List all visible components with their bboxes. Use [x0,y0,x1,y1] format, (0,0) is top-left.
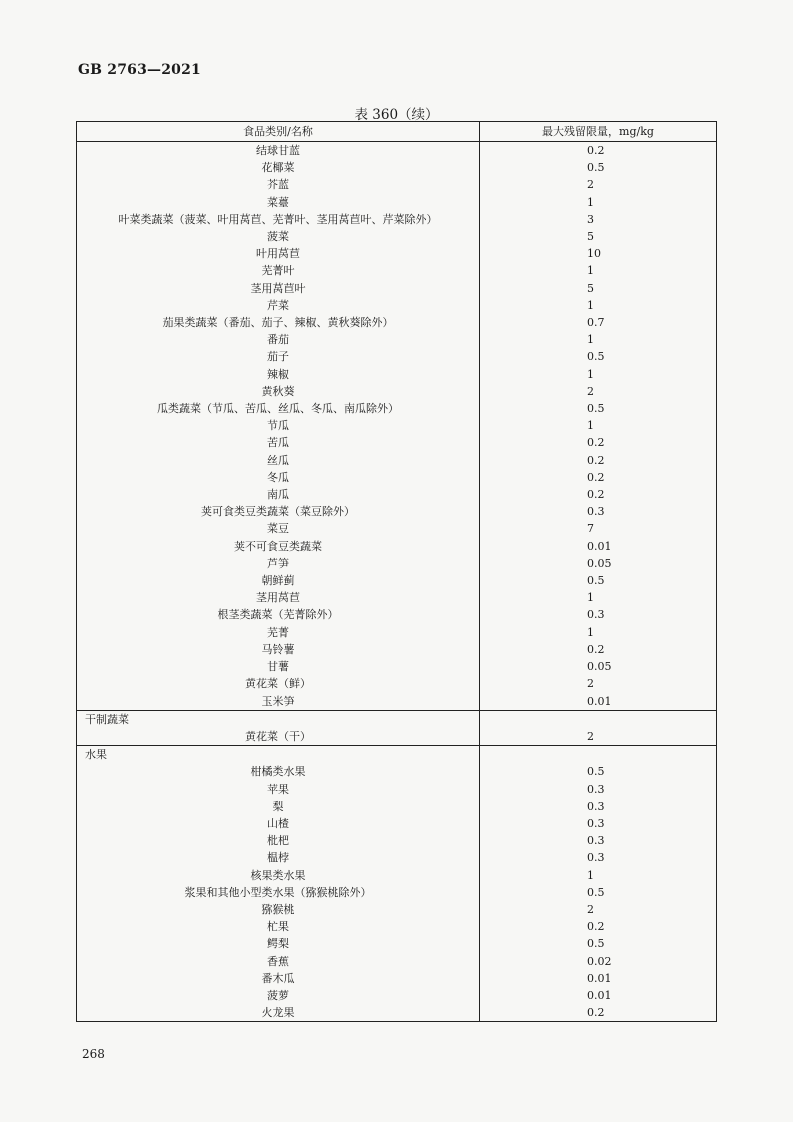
mrl-value-cell: 7 [587,522,594,536]
mrl-value-cell: 1 [587,868,594,882]
mrl-value-cell: 0.2 [587,453,605,467]
table-header-row [77,122,717,142]
page-number: 268 [82,1047,105,1061]
food-name-cell: 苦瓜 [77,434,480,451]
table-row [77,675,717,692]
mrl-value-cell: 0.2 [587,488,605,502]
food-name-cell: 榅桲 [77,849,480,866]
mrl-value-cell: 1 [587,298,594,312]
table-row [77,832,717,849]
mrl-value-cell: 0.5 [587,161,605,175]
table-row [77,348,717,365]
food-name-cell: 菠萝 [77,987,480,1004]
food-name-cell: 番木瓜 [77,970,480,987]
section-label: 干制蔬菜 [77,710,480,728]
mrl-value-cell: 0.5 [587,765,605,779]
food-name-cell: 南瓜 [77,486,480,503]
food-name-cell: 叶菜类蔬菜（菠菜、叶用莴苣、芜菁叶、茎用莴苣叶、芹菜除外） [77,211,480,228]
mrl-value-cell: 0.3 [587,782,605,796]
mrl-value-cell: 1 [587,195,594,209]
table-row [77,555,717,572]
mrl-value-cell: 0.5 [587,885,605,899]
food-name-cell: 甘薯 [77,658,480,675]
food-name-cell: 梨 [77,798,480,815]
table-row [77,142,717,160]
mrl-value-cell: 0.2 [587,144,605,157]
food-name-cell: 茄子 [77,348,480,365]
food-name-cell: 杧果 [77,918,480,935]
table-title: 表 360（续） [354,107,439,123]
mrl-value-cell: 0.01 [587,539,612,553]
mrl-value-cell: 0.05 [587,556,612,570]
mrl-value-cell: 1 [587,419,594,433]
food-name-cell: 黄花菜（干） [77,728,480,746]
table-row [77,641,717,658]
table-row [77,262,717,279]
mrl-value-cell: 0.02 [587,954,612,968]
table-section-row [77,746,717,764]
food-name-cell: 黄花菜（鲜） [77,675,480,692]
food-name-cell: 叶用莴苣 [77,245,480,262]
food-name-cell: 节瓜 [77,417,480,434]
table-row [77,658,717,675]
table-row [77,589,717,606]
table-row [77,434,717,451]
food-name-cell: 黄秋葵 [77,383,480,400]
mrl-value-cell: 0.5 [587,574,605,588]
table-row [77,763,717,780]
mrl-value-cell: 0.2 [587,642,605,656]
food-name-cell: 瓜类蔬菜（节瓜、苦瓜、丝瓜、冬瓜、南瓜除外） [77,400,480,417]
table-row [77,538,717,555]
food-name-cell: 苹果 [77,781,480,798]
mrl-value-cell: 2 [587,178,594,192]
mrl-value-cell: 1 [587,264,594,278]
mrl-value-cell: 0.01 [587,971,612,985]
section-value-cell [480,710,717,728]
table-row [77,211,717,228]
residue-limit-table [76,121,717,1022]
food-name-cell: 玉米笋 [77,693,480,711]
section-label: 水果 [77,746,480,764]
column-header-food-category: 食品类别/名称 [77,122,480,142]
section-value-cell [480,746,717,764]
table-row [77,503,717,520]
table-row [77,624,717,641]
mrl-value-cell: 0.2 [587,436,605,450]
table-row [77,176,717,193]
mrl-value-cell: 1 [587,333,594,347]
table-row [77,1004,717,1022]
table-section-row [77,710,717,728]
food-name-cell: 辣椒 [77,366,480,383]
mrl-value-cell: 0.05 [587,660,612,674]
mrl-value-cell: 0.2 [587,470,605,484]
food-name-cell: 荚可食类豆类蔬菜（菜豆除外） [77,503,480,520]
mrl-value-cell: 0.2 [587,1006,605,1020]
mrl-value-cell: 2 [587,729,594,743]
food-name-cell: 茎用莴苣 [77,589,480,606]
mrl-value-cell: 3 [587,212,594,226]
food-name-cell: 菜薹 [77,194,480,211]
mrl-value-cell: 0.2 [587,920,605,934]
table-row [77,383,717,400]
table-row [77,280,717,297]
table-row [77,918,717,935]
mrl-value-cell: 1 [587,591,594,605]
food-name-cell: 柑橘类水果 [77,763,480,780]
mrl-value-cell: 0.3 [587,505,605,519]
food-name-cell: 茎用莴苣叶 [77,280,480,297]
food-name-cell: 猕猴桃 [77,901,480,918]
table-row [77,572,717,589]
table-row [77,728,717,746]
table-row [77,417,717,434]
food-name-cell: 菜豆 [77,520,480,537]
food-name-cell: 番茄 [77,331,480,348]
standard-code: GB 2763—2021 [78,62,201,78]
mrl-value-cell: 0.7 [587,316,605,330]
table-body [77,142,717,1022]
mrl-value-cell: 0.3 [587,851,605,865]
mrl-value-cell: 2 [587,902,594,916]
mrl-value-cell: 10 [587,247,601,261]
table-row [77,953,717,970]
table-row [77,520,717,537]
table-row [77,366,717,383]
table-row [77,452,717,469]
mrl-value-cell: 0.5 [587,402,605,416]
table-row [77,815,717,832]
mrl-value-cell: 0.3 [587,816,605,830]
table-row [77,194,717,211]
food-name-cell: 芜菁 [77,624,480,641]
table-row [77,867,717,884]
table-row [77,314,717,331]
table-row [77,798,717,815]
table-row [77,331,717,348]
mrl-value-cell: 0.3 [587,799,605,813]
table-row [77,970,717,987]
mrl-value-cell: 5 [587,230,594,244]
food-name-cell: 菠菜 [77,228,480,245]
table-row [77,297,717,314]
mrl-value-cell: 0.5 [587,937,605,951]
food-name-cell: 枇杷 [77,832,480,849]
food-name-cell: 结球甘蓝 [77,142,480,160]
mrl-value-cell: 1 [587,367,594,381]
mrl-value-cell: 0.3 [587,608,605,622]
table-row [77,849,717,866]
table-row [77,159,717,176]
table-row [77,400,717,417]
table-row [77,606,717,623]
food-name-cell: 芦笋 [77,555,480,572]
food-name-cell: 核果类水果 [77,867,480,884]
food-name-cell: 冬瓜 [77,469,480,486]
food-name-cell: 鳄梨 [77,935,480,952]
food-name-cell: 茄果类蔬菜（番茄、茄子、辣椒、黄秋葵除外） [77,314,480,331]
table-row [77,469,717,486]
food-name-cell: 山楂 [77,815,480,832]
food-name-cell: 马铃薯 [77,641,480,658]
mrl-value-cell: 2 [587,384,594,398]
mrl-value-cell: 0.01 [587,694,612,708]
mrl-value-cell: 1 [587,625,594,639]
food-name-cell: 芥蓝 [77,176,480,193]
food-name-cell: 香蕉 [77,953,480,970]
mrl-value-cell: 5 [587,281,594,295]
food-name-cell: 荚不可食豆类蔬菜 [77,538,480,555]
food-name-cell: 芜菁叶 [77,262,480,279]
mrl-value-cell: 0.5 [587,350,605,364]
mrl-value-cell: 2 [587,677,594,691]
table-row [77,486,717,503]
food-name-cell: 火龙果 [77,1004,480,1022]
food-name-cell: 花椰菜 [77,159,480,176]
table-row [77,935,717,952]
table-row [77,693,717,711]
table-row [77,245,717,262]
food-name-cell: 芹菜 [77,297,480,314]
food-name-cell: 丝瓜 [77,452,480,469]
table-row [77,987,717,1004]
table-row [77,781,717,798]
food-name-cell: 根茎类蔬菜（芜菁除外） [77,606,480,623]
mrl-value-cell: 0.01 [587,988,612,1002]
mrl-value-cell: 0.3 [587,834,605,848]
table-row [77,901,717,918]
table-row [77,228,717,245]
table-row [77,884,717,901]
food-name-cell: 浆果和其他小型类水果（猕猴桃除外） [77,884,480,901]
food-name-cell: 朝鲜蓟 [77,572,480,589]
column-header-mrl: 最大残留限量，mg/kg [480,122,717,142]
